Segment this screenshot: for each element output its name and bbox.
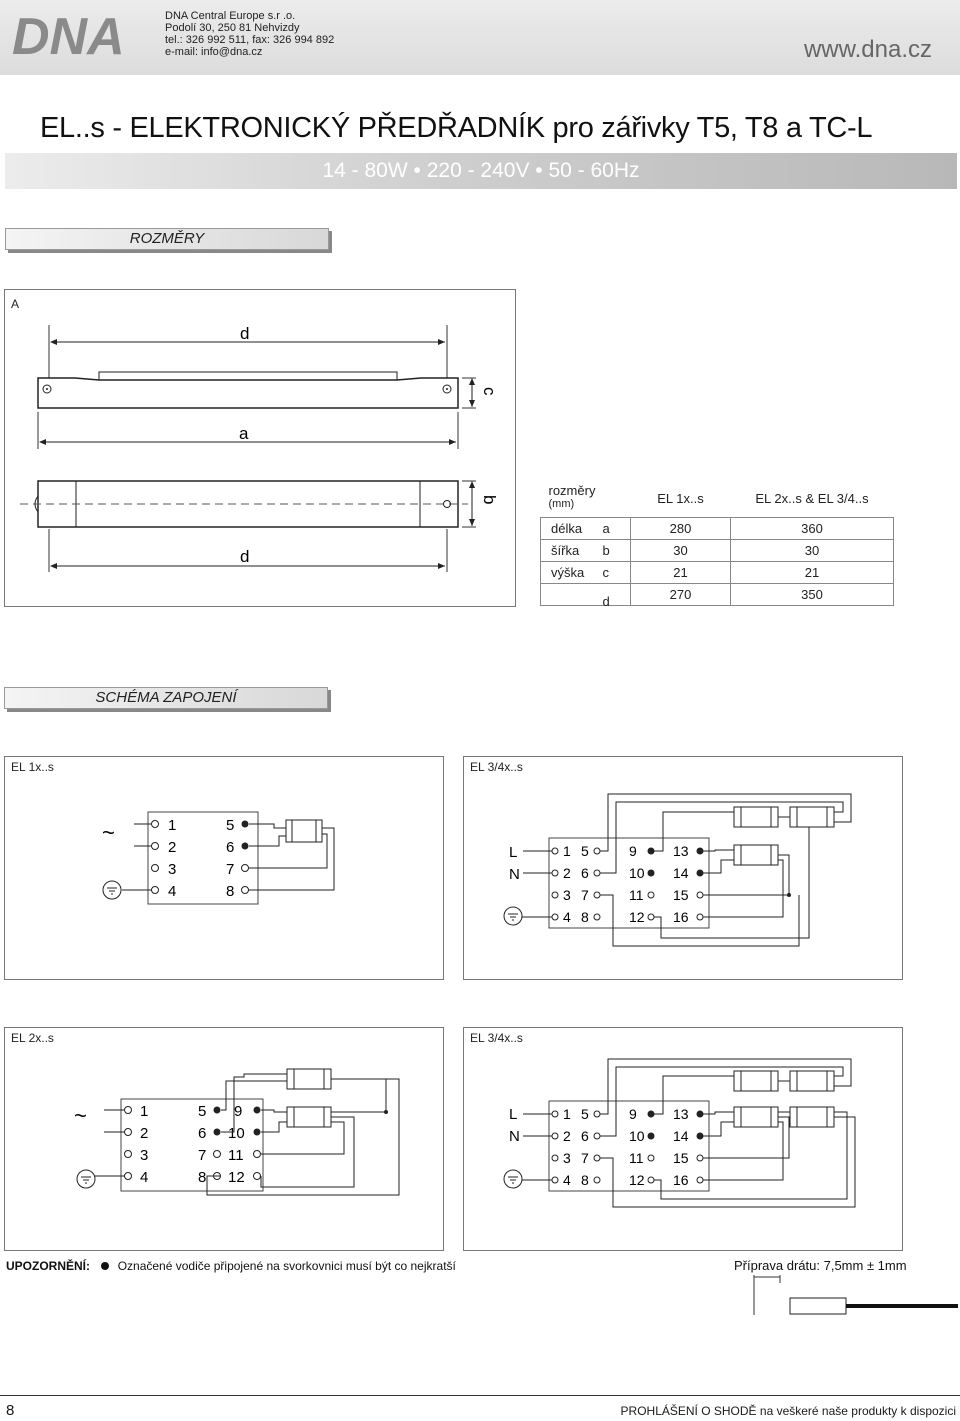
terminal-number: 16 [673, 1172, 689, 1188]
cell-value: 350 [731, 583, 894, 605]
ground-symbol [504, 907, 522, 925]
terminal-number: 12 [228, 1169, 245, 1186]
terminal-number: 15 [673, 887, 689, 903]
title-bold: EL..s - ELEKTRONICKÝ PŘEDŘADNÍK [40, 112, 545, 144]
terminal-number: 8 [581, 1172, 589, 1188]
wiring-label-el2: EL 2x..s [11, 1031, 54, 1045]
terminal-number: 10 [629, 1128, 645, 1144]
header-el1: EL 1x..s [631, 481, 731, 517]
terminal-numbers [168, 817, 234, 900]
terminal-number: 2 [168, 839, 177, 856]
panel-label-a: A [11, 297, 20, 311]
terminal-number: 10 [228, 1125, 245, 1142]
terminal-number: 16 [673, 909, 689, 925]
row-code: a [602, 520, 610, 536]
dimension-d-top [49, 324, 447, 379]
company-name: DNA Central Europe s.r .o. [165, 10, 296, 22]
cell-value: 30 [631, 539, 731, 561]
cell-value: 21 [731, 561, 894, 583]
dim-label-b: b [480, 495, 499, 505]
terminal-number: 11 [629, 887, 644, 903]
terminal-number: 5 [581, 843, 589, 859]
header-el2-el34: EL 2x..s & EL 3/4..s [731, 481, 894, 517]
ac-symbol: ~ [74, 1103, 87, 1128]
terminal-number: 5 [198, 1103, 207, 1120]
row-code: d [602, 594, 610, 609]
terminal-number: 6 [198, 1125, 207, 1142]
wire-insulation [790, 1298, 846, 1314]
terminal-number: 4 [563, 909, 571, 925]
logo-text: DNA [12, 8, 125, 62]
terminal-number: 7 [581, 1150, 589, 1166]
table-header-row [541, 481, 894, 517]
table-header-cell [541, 481, 631, 517]
terminal-number: 3 [140, 1147, 149, 1164]
terminal-number: 8 [581, 909, 589, 925]
row-label: výška [551, 564, 585, 580]
company-phone: tel.: 326 992 511, fax: 326 994 892 [165, 34, 335, 46]
spec-bar: 14 - 80W • 220 - 240V • 50 - 60Hz [5, 153, 957, 189]
terminal-number: 6 [226, 839, 235, 856]
ground-symbol [504, 1170, 522, 1188]
footer-text: PROHLÁŠENÍ O SHODĚ na veškeré naše produkty k dispozici [620, 1404, 956, 1418]
terminal-number: 5 [581, 1106, 589, 1122]
terminal-number: 4 [168, 883, 177, 900]
table-row [541, 561, 894, 583]
terminal-number: 1 [140, 1103, 149, 1120]
terminal-number: 7 [198, 1147, 207, 1164]
footer-divider [0, 1395, 960, 1396]
terminal-number: 6 [581, 1128, 589, 1144]
header-rozmery: rozměry [548, 483, 596, 498]
ground-symbol [103, 881, 121, 899]
company-address: Podolí 30, 250 81 Nehvizdy [165, 22, 300, 34]
terminal-number: 8 [226, 883, 235, 900]
cell-value: 30 [731, 539, 894, 561]
ballast-top-view [20, 481, 499, 527]
company-email[interactable]: e-mail: info@dna.cz [165, 46, 263, 58]
terminal-number: 11 [629, 1150, 644, 1166]
line-label-n: N [509, 1128, 520, 1145]
dna-logo [10, 8, 144, 62]
terminal-number: 7 [226, 861, 235, 878]
terminal-number: 4 [563, 1172, 571, 1188]
line-label-l: L [509, 1106, 518, 1123]
cell-value: 21 [631, 561, 731, 583]
dim-label-c: c [480, 387, 499, 396]
terminal-number: 1 [563, 1106, 571, 1122]
dimension-d-bottom [49, 529, 447, 572]
terminal-number: 15 [673, 1150, 689, 1166]
wiring-diagram-el34-a [463, 756, 901, 978]
terminal-number: 13 [673, 1106, 689, 1122]
wiring-diagram-el2 [4, 1027, 442, 1249]
page-number: 8 [6, 1402, 15, 1419]
ballast-side-view [38, 372, 499, 408]
terminal-number: 3 [168, 861, 177, 878]
row-label: délka [551, 520, 583, 536]
row-code: c [602, 564, 609, 580]
terminal-numbers [140, 1103, 245, 1186]
terminal-numbers [563, 1106, 689, 1188]
terminal-number: 4 [140, 1169, 149, 1186]
line-label-n: N [509, 866, 520, 883]
terminal-number: 12 [629, 1172, 645, 1188]
row-name [541, 583, 631, 609]
row-name [541, 561, 631, 583]
terminal-number: 11 [228, 1147, 244, 1164]
wiring-label-el1: EL 1x..s [11, 760, 54, 774]
terminal-number: 1 [168, 817, 177, 834]
dim-label-a: a [239, 424, 249, 443]
dim-label-d-bottom: d [240, 547, 250, 566]
terminal-number: 7 [581, 887, 589, 903]
dim-label-d-top: d [240, 324, 250, 343]
terminal-number: 9 [629, 843, 637, 859]
terminal-number: 1 [563, 843, 571, 859]
terminal-number: 2 [563, 865, 571, 881]
page-title [40, 112, 872, 145]
row-name [541, 539, 631, 561]
warning-label: UPOZORNĚNÍ: [6, 1259, 90, 1273]
wiring-diagram-el1 [4, 756, 442, 978]
line-label-l: L [509, 844, 518, 861]
section-dimensions-heading: ROZMĚRY [5, 228, 329, 250]
terminal-number: 14 [673, 865, 689, 881]
terminal-number: 14 [673, 1128, 689, 1144]
dimension-a [38, 412, 458, 449]
row-code: b [602, 542, 610, 558]
terminal-number: 9 [629, 1106, 637, 1122]
terminal-number: 2 [140, 1125, 149, 1142]
ac-symbol: ~ [102, 820, 115, 845]
company-info [165, 10, 334, 58]
terminal-number: 3 [563, 887, 571, 903]
bullet-icon [101, 1262, 109, 1270]
table-row [541, 539, 894, 561]
ground-symbol [77, 1170, 95, 1188]
header-unit: (mm) [548, 498, 575, 510]
terminal-number: 13 [673, 843, 689, 859]
terminal-number: 6 [581, 865, 589, 881]
cell-value: 360 [731, 517, 894, 539]
terminal-number: 10 [629, 865, 645, 881]
terminal-number: 8 [198, 1169, 207, 1186]
wiring-diagram-el34-b [463, 1027, 901, 1249]
terminal-number: 3 [563, 1150, 571, 1166]
warning-note [6, 1259, 456, 1273]
wiring-label-el34-a: EL 3/4x..s [470, 760, 523, 774]
row-label: šířka [551, 542, 580, 558]
website-link[interactable]: www.dna.cz [803, 36, 932, 63]
wire-strip-illustration [752, 1275, 960, 1331]
cell-value: 280 [631, 517, 731, 539]
row-name [541, 517, 631, 539]
terminal-number: 9 [234, 1103, 243, 1120]
dimensions-table [540, 481, 894, 609]
title-rest: pro zářivky T5, T8 a TC-L [544, 112, 873, 144]
ballast-drawing [0, 289, 520, 607]
warning-text: Označené vodiče připojené na svorkovnici musí být co nejkratší [117, 1259, 456, 1273]
table-row [541, 517, 894, 539]
terminal-number: 2 [563, 1128, 571, 1144]
terminal-number: 12 [629, 909, 645, 925]
terminal-numbers [563, 843, 689, 925]
terminal-number: 5 [226, 817, 235, 834]
wiring-label-el34-b: EL 3/4x..s [470, 1031, 523, 1045]
table-row [541, 583, 894, 605]
section-wiring-heading: SCHÉMA ZAPOJENÍ [4, 687, 328, 709]
wire-prep-note: Příprava drátu: 7,5mm ± 1mm [734, 1258, 907, 1273]
cell-value: 270 [631, 583, 731, 605]
lamp [286, 820, 322, 842]
